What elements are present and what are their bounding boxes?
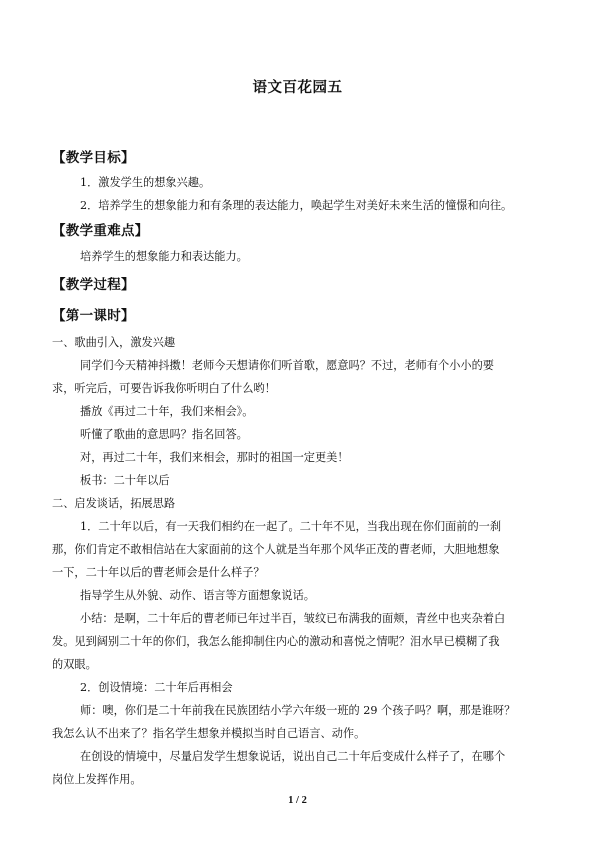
paragraph-line: 在创设的情境中，尽量启发学生想象说话，说出自己二十年后变成什么样子了，在哪个 bbox=[80, 750, 506, 763]
paragraph-line: 对，再过二十年，我们来相会，那时的祖国一定更美！ bbox=[80, 451, 349, 464]
paragraph-line: 岗位上发挥作用。 bbox=[52, 773, 142, 786]
paragraph-line: 1．二十年以后，有一天我们相约在一起了。二十年不见，当我出现在你们面前的一刹 bbox=[80, 520, 502, 533]
paragraph-line: 的双眼。 bbox=[52, 658, 97, 671]
paragraph-line: 师：噢，你们是二十年前我在民族团结小学六年级一班的 29 个孩子吗？啊，那是谁呀？ bbox=[80, 704, 516, 717]
heading-key-points: 【教学重难点】 bbox=[52, 223, 149, 239]
paragraph-line: 一下，二十年以后的曹老师会是什么样子？ bbox=[52, 566, 265, 579]
paragraph-line: 那，你们肯定不敢相信站在大家面前的这个人就是当年那个风华正茂的曹老师，大胆地想象 bbox=[52, 543, 500, 556]
paragraph-line: 我怎么认不出来了？指名学生想象并模拟当时自己语言、动作。 bbox=[52, 727, 366, 740]
goal-item: 2．培养学生的想象能力和有条理的表达能力，唤起学生对美好未来生活的憧憬和向往。 bbox=[80, 199, 513, 212]
paragraph-line: 同学们今天精神抖擞！老师今天想请你们听首歌，愿意吗？不过，老师有个小小的要 bbox=[80, 359, 494, 372]
page-number: 1 / 2 bbox=[288, 795, 307, 806]
heading-teaching-goals: 【教学目标】 bbox=[52, 150, 135, 166]
paragraph-line: 2．创设情境：二十年后再相会 bbox=[80, 681, 233, 694]
document-title: 语文百花园五 bbox=[252, 79, 343, 96]
paragraph-line: 发。见到阔别二十年的你们，我怎么能抑制住内心的激动和喜悦之情呢？泪水早已模糊了我 bbox=[52, 635, 500, 648]
paragraph-line: 听懂了歌曲的意思吗？指名回答。 bbox=[80, 428, 248, 441]
goal-item: 1．激发学生的想象兴趣。 bbox=[80, 176, 211, 189]
paragraph-line: 小结：是啊，二十年后的曹老师已年过半百，皱纹已布满我的面颊，青丝中也夹杂着白 bbox=[80, 612, 506, 625]
paragraph-line: 指导学生从外貌、动作、语言等方面想象说话。 bbox=[80, 589, 315, 602]
paragraph-line: 播放《再过二十年，我们来相会》。 bbox=[80, 405, 254, 418]
key-points-text: 培养学生的想象能力和表达能力。 bbox=[80, 250, 248, 263]
heading-teaching-process: 【教学过程】 bbox=[52, 277, 135, 293]
section-title: 一、歌曲引入，激发兴趣 bbox=[52, 336, 176, 349]
section-title: 二、启发谈话，拓展思路 bbox=[52, 497, 176, 510]
heading-lesson-one: 【第一课时】 bbox=[52, 308, 135, 324]
paragraph-line: 求，听完后，可要告诉我你听明白了什么哟！ bbox=[52, 382, 276, 395]
paragraph-line: 板书：二十年以后 bbox=[80, 474, 170, 487]
